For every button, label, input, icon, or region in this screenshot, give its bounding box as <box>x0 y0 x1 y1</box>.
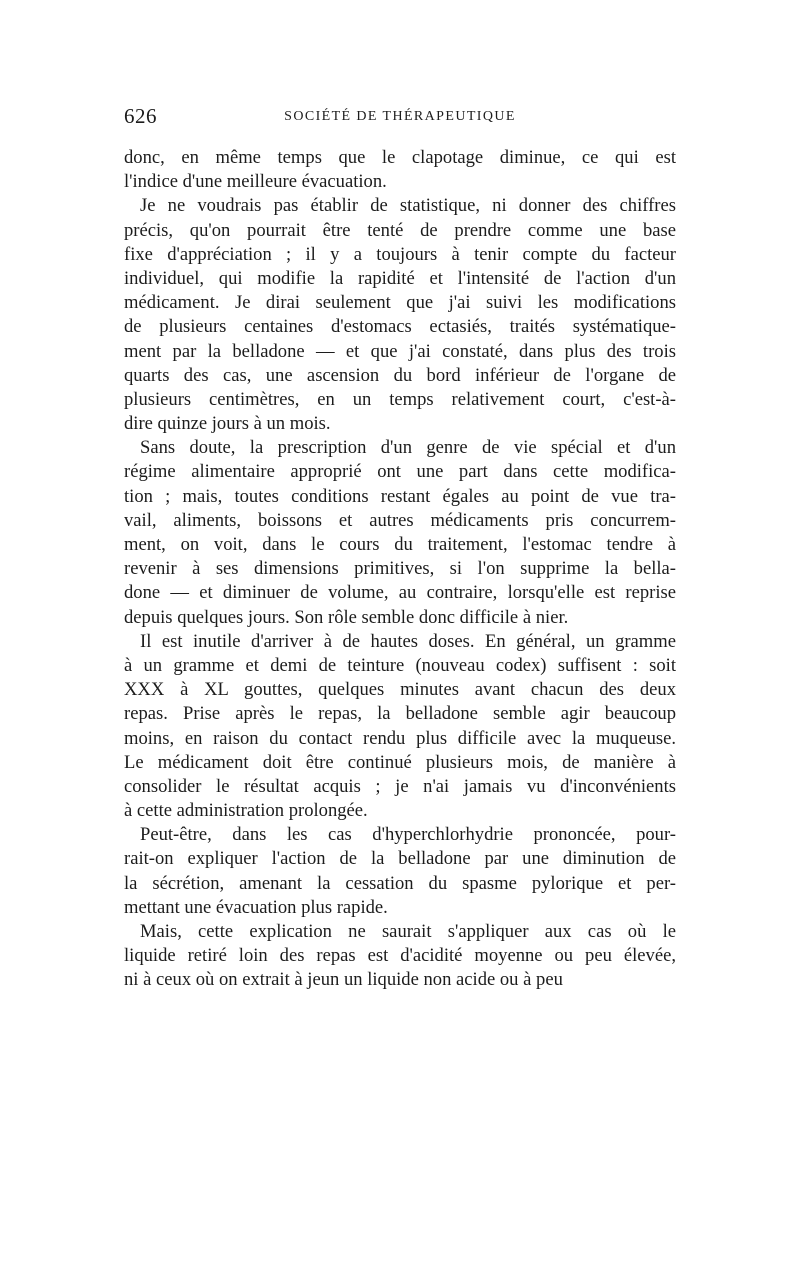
text-line: Le médicament doit être continué plusieurs mois, de manière à <box>124 751 676 773</box>
text-line: à un gramme et demi de teinture (nouveau codex) suffisent : soit <box>124 654 676 676</box>
text-line: Peut-être, dans les cas d'hyperchlorhydrie prononcée, pour- <box>140 824 676 846</box>
text-line: ni à ceux où on extrait à jeun un liquide non acide ou à peu <box>124 969 563 991</box>
paragraph <box>124 630 676 824</box>
text-line: Mais, cette explication ne saurait s'appliquer aux cas où le <box>140 921 676 942</box>
text-line: consolider le résultat acquis ; je n'ai jamais vu d'inconvénients <box>124 775 676 797</box>
text-line: tion ; mais, toutes conditions restant égales au point de vue tra- <box>124 485 676 507</box>
text-line: dire quinze jours à un mois. <box>124 413 331 435</box>
text-line: depuis quelques jours. Son rôle semble donc difficile à nier. <box>124 606 569 628</box>
page-number: 626 <box>124 104 157 128</box>
text-line: la sécrétion, amenant la cessation du spasme pylorique et per- <box>124 872 676 894</box>
text-line: quarts des cas, une ascension du bord inférieur de l'organe de <box>124 364 676 386</box>
text-line: Sans doute, la prescription d'un genre de vie spécial et d'un <box>140 437 676 459</box>
text-line: Je ne voudrais pas établir de statistique, ni donner des chiffres <box>140 195 676 217</box>
text-line: donc, en même temps que le clapotage diminue, ce qui est <box>124 147 676 168</box>
text-line: ment par la belladone — et que j'ai constaté, dans plus des trois <box>124 340 676 362</box>
text-line: XXX à XL gouttes, quelques minutes avant chacun des deux <box>124 679 676 701</box>
text-line: repas. Prise après le repas, la belladone semble agir beaucoup <box>124 703 676 725</box>
text-line: de plusieurs centaines d'estomacs ectasiés, traités systématique- <box>124 316 676 338</box>
text-line: l'indice d'une meilleure évacuation. <box>124 171 387 193</box>
running-title: SOCIÉTÉ DE THÉRAPEUTIQUE <box>284 109 516 124</box>
text-line: plusieurs centimètres, en un temps relativement court, c'est-à- <box>124 388 676 410</box>
text-line: vail, aliments, boissons et autres médicaments pris concurrem- <box>124 509 676 531</box>
page-header <box>124 104 676 136</box>
body-text <box>124 146 676 993</box>
text-line: ment, on voit, dans le cours du traitement, l'estomac tendre à <box>124 534 676 555</box>
paragraph <box>124 436 676 630</box>
text-line: moins, en raison du contact rendu plus difficile avec la muqueuse. <box>124 727 676 749</box>
paragraph <box>124 194 676 436</box>
text-line: médicament. Je dirai seulement que j'ai suivi les modifications <box>124 292 676 314</box>
text-line: mettant une évacuation plus rapide. <box>124 896 388 918</box>
text-line: done — et diminuer de volume, au contraire, lorsqu'elle est reprise <box>124 582 676 604</box>
paragraph <box>124 920 676 993</box>
text-line: individuel, qui modifie la rapidité et l'intensité de l'action d'un <box>124 267 676 289</box>
text-line: précis, qu'on pourrait être tenté de prendre comme une base <box>124 219 676 241</box>
text-line: liquide retiré loin des repas est d'acidité moyenne ou peu élevée, <box>124 945 676 967</box>
text-line: à cette administration prolongée. <box>124 800 368 822</box>
text-line: rait-on expliquer l'action de la belladone par une diminution de <box>124 848 676 870</box>
text-line: revenir à ses dimensions primitives, si l'on supprime la bella- <box>124 558 676 580</box>
paragraph <box>124 146 676 194</box>
text-line: fixe d'appréciation ; il y a toujours à tenir compte du facteur <box>124 243 676 265</box>
text-line: régime alimentaire approprié ont une part dans cette modifica- <box>124 461 676 483</box>
text-line: Il est inutile d'arriver à de hautes doses. En général, un gramme <box>140 630 676 652</box>
paragraph <box>124 823 676 920</box>
